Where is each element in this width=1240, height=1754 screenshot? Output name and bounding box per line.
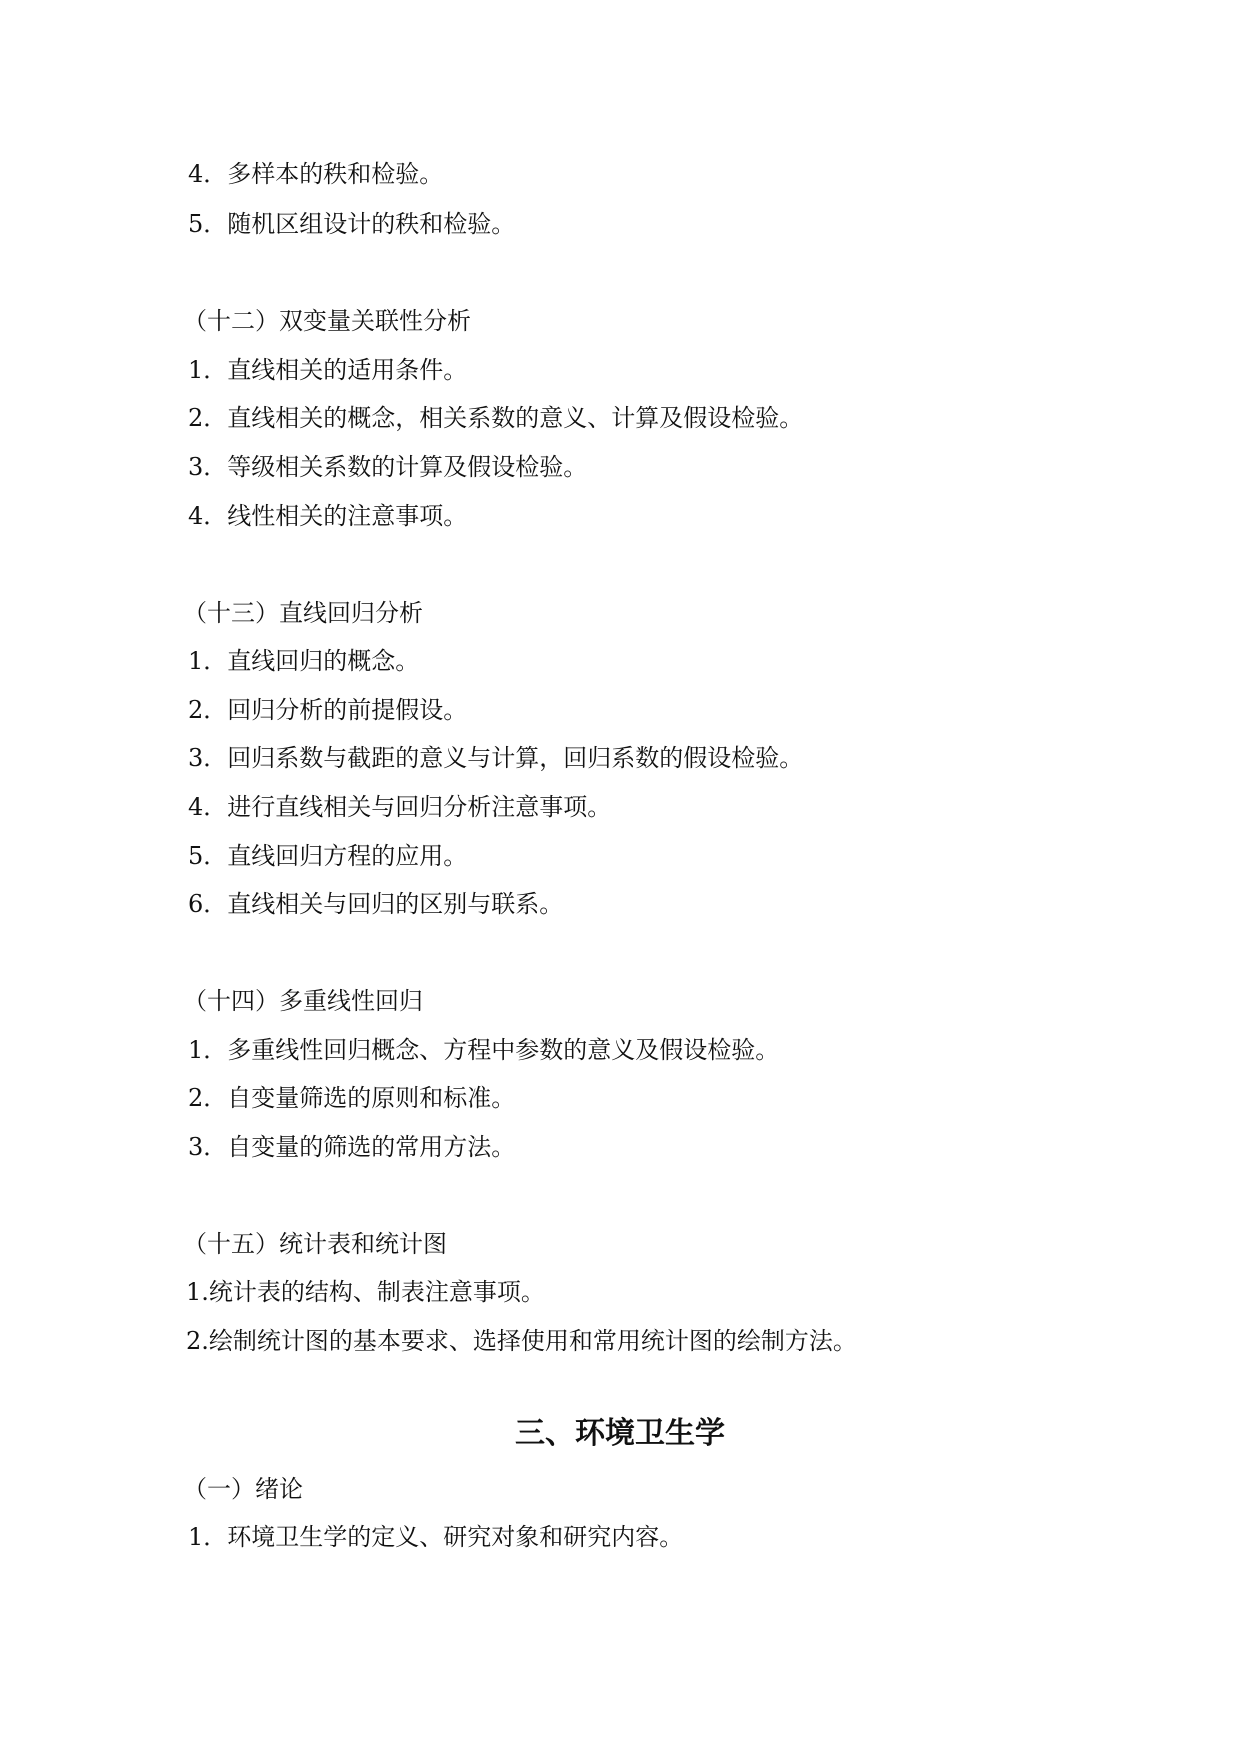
section-heading: （十三）直线回归分析	[183, 599, 423, 627]
list-item: 2.绘制统计图的基本要求、选择使用和常用统计图的绘制方法。	[186, 1327, 857, 1355]
list-item: 3．自变量的筛选的常用方法。	[188, 1133, 516, 1161]
list-item: 3．回归系数与截距的意义与计算，回归系数的假设检验。	[188, 744, 804, 772]
list-item: 4．线性相关的注意事项。	[188, 502, 468, 530]
list-item: 5．随机区组设计的秩和检验。	[188, 210, 516, 238]
list-item: 1．直线回归的概念。	[188, 647, 420, 675]
list-item: 1．环境卫生学的定义、研究对象和研究内容。	[188, 1523, 684, 1551]
list-item: 1.统计表的结构、制表注意事项。	[186, 1278, 545, 1306]
list-item: 3．等级相关系数的计算及假设检验。	[188, 453, 588, 481]
section-heading: （十五）统计表和统计图	[183, 1230, 447, 1258]
list-item: 1．多重线性回归概念、方程中参数的意义及假设检验。	[188, 1036, 780, 1064]
list-item: 2．自变量筛选的原则和标准。	[188, 1084, 516, 1112]
list-item: 1．直线相关的适用条件。	[188, 356, 468, 384]
section-heading: （十四）多重线性回归	[183, 987, 423, 1015]
list-item: 6．直线相关与回归的区别与联系。	[188, 890, 564, 918]
section-heading: （一）绪论	[183, 1475, 303, 1503]
chapter-title: 三、环境卫生学	[515, 1416, 725, 1451]
list-item: 4．进行直线相关与回归分析注意事项。	[188, 793, 612, 821]
list-item: 2．直线相关的概念，相关系数的意义、计算及假设检验。	[188, 404, 804, 432]
section-heading: （十二）双变量关联性分析	[183, 307, 471, 335]
list-item: 4．多样本的秩和检验。	[188, 160, 444, 188]
list-item: 2．回归分析的前提假设。	[188, 696, 468, 724]
list-item: 5．直线回归方程的应用。	[188, 842, 468, 870]
